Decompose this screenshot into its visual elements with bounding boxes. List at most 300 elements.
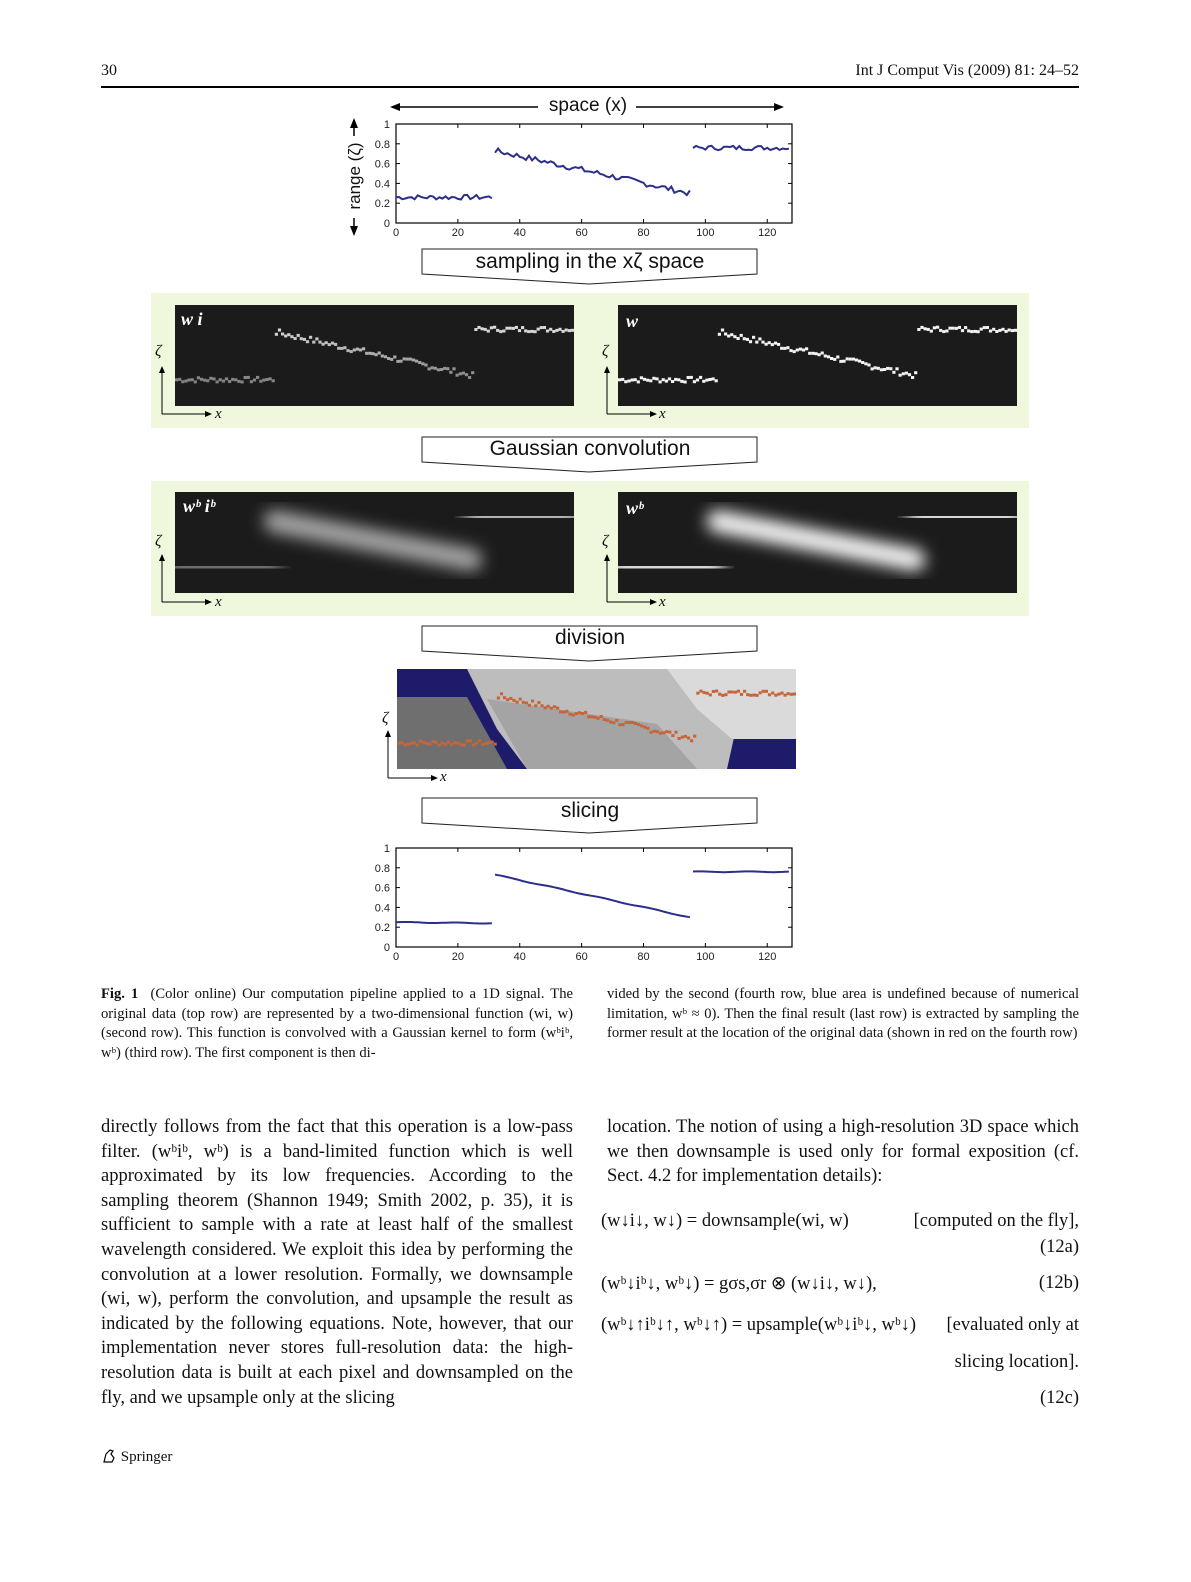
slice-sample-dot (731, 691, 734, 694)
slice-sample-dot (547, 705, 550, 708)
slice-sample-dot (668, 731, 671, 734)
slice-sample-dot (703, 691, 706, 694)
sample-dot (808, 352, 811, 355)
sample-dot (814, 352, 817, 355)
sample-dot (540, 326, 543, 329)
sample-dot (765, 343, 768, 346)
sample-dot (265, 378, 268, 381)
sample-dot (253, 379, 256, 382)
sample-dot (665, 380, 668, 383)
axes-arrows (602, 552, 662, 606)
equation-12a-number: (12a) (1039, 1237, 1079, 1257)
slice-sample-dot (466, 739, 469, 742)
sample-dot (939, 329, 942, 332)
sample-dot (555, 329, 558, 332)
sample-dot (977, 330, 980, 333)
x-tick-label: 40 (513, 951, 526, 963)
sample-dot (755, 341, 758, 344)
equation-12b-number: (12b) (1038, 1273, 1079, 1293)
sample-dot (693, 380, 696, 383)
slice-sample-dot (743, 690, 746, 693)
sample-dot (970, 330, 973, 333)
page-number: 30 (101, 62, 117, 79)
sample-dot (477, 326, 480, 329)
equation-12c: (wᵇ↓↑iᵇ↓↑, wᵇ↓↑) = upsample(wᵇ↓iᵇ↓, wᵇ↓) (601, 1315, 917, 1335)
sample-dot (674, 378, 677, 381)
x-tick-label: 120 (758, 227, 777, 239)
sample-dot (409, 358, 412, 361)
sample-dot (721, 329, 724, 332)
body-column-right (607, 1115, 1079, 1189)
sample-dot (452, 367, 455, 370)
slice-sample-dot (678, 737, 681, 740)
sample-dot (225, 377, 228, 380)
zeta-axis-label: ζ (602, 533, 609, 550)
slice-sample-dot (572, 714, 575, 717)
sample-dot (1011, 329, 1014, 332)
sample-dot (431, 366, 434, 369)
sample-dot (365, 352, 368, 355)
slice-sample-dot (749, 694, 752, 697)
sample-dot (241, 381, 244, 384)
sample-dot (777, 343, 780, 346)
slice-sample-dot (762, 690, 765, 693)
blurred-band (917, 517, 1014, 518)
slice-sample-dot (771, 692, 774, 695)
sample-dot (415, 360, 418, 363)
sample-dot (418, 361, 421, 364)
sample-dot (284, 335, 287, 338)
slice-sample-dot (481, 743, 484, 746)
y-tick-label: 0 (383, 218, 390, 230)
figure-caption-left (101, 985, 573, 1063)
sample-dot (852, 358, 855, 361)
slice-sample-dot (597, 717, 600, 720)
sample-dot (715, 379, 718, 382)
slice-sample-dot (484, 742, 487, 745)
slice-sample-dot (774, 694, 777, 697)
sample-dot (353, 349, 356, 352)
slice-sample-dot (662, 731, 665, 734)
slice-sample-dot (734, 691, 737, 694)
sample-dot (259, 380, 262, 383)
sample-dot (839, 360, 842, 363)
sample-dot (771, 343, 774, 346)
sample-dot (515, 326, 518, 329)
sample-dot (262, 379, 265, 382)
sample-dot (899, 374, 902, 377)
sample-dot (499, 330, 502, 333)
sample-dot (318, 341, 321, 344)
slice-sample-dot (628, 721, 631, 724)
slice-sample-dot (690, 739, 693, 742)
axes-arrows (602, 364, 662, 418)
sample-dot (381, 355, 384, 358)
sample-dot (334, 343, 337, 346)
slice-sample-dot (603, 718, 606, 721)
sample-dot (1014, 329, 1017, 332)
sample-dot (858, 360, 861, 363)
wb-label: wᵇ (626, 498, 644, 518)
sample-dot (393, 356, 396, 359)
sample-dot (530, 330, 533, 333)
sample-dot (864, 362, 867, 365)
sample-dot (549, 328, 552, 331)
sample-dot (237, 380, 240, 383)
sample-dot (1008, 329, 1011, 332)
sample-dot (786, 346, 789, 349)
slice-sample-dot (699, 690, 702, 693)
sample-dot (842, 360, 845, 363)
slice-sample-dot (646, 727, 649, 730)
slice-sample-dot (609, 721, 612, 724)
x-tick-label: 0 (392, 951, 400, 963)
x-axis-label: x (215, 406, 222, 422)
slice-sample-dot (509, 697, 512, 700)
slice-sample-dot (631, 721, 634, 724)
sample-dot (337, 347, 340, 350)
slice-sample-dot (712, 690, 715, 693)
sample-dot (571, 329, 574, 332)
sample-dot (471, 371, 474, 374)
slice-sample-dot (522, 701, 525, 704)
sample-dot (680, 380, 683, 383)
sample-dot (874, 366, 877, 369)
slice-sample-dot (581, 712, 584, 715)
sample-dot (989, 330, 992, 333)
slice-sample-dot (740, 693, 743, 696)
sample-dot (234, 378, 237, 381)
sample-dot (1001, 328, 1004, 331)
sample-dot (880, 368, 883, 371)
slice-sample-dot (724, 693, 727, 696)
sample-dot (250, 380, 253, 383)
sample-dot (465, 373, 468, 376)
sample-dot (821, 352, 824, 355)
sample-dot (905, 372, 908, 375)
w-image (618, 305, 1017, 406)
zeta-axis-label: ζ (602, 343, 609, 360)
sample-dot (312, 341, 315, 344)
slice-sample-dot (525, 702, 528, 705)
slice-sample-dot (777, 693, 780, 696)
slice-sample-dot (568, 713, 571, 716)
sample-dot (998, 329, 1001, 332)
sample-dot (705, 379, 708, 382)
sample-dot (512, 327, 515, 330)
sample-dot (749, 340, 752, 343)
sample-dot (403, 357, 406, 360)
wi-image (175, 305, 574, 406)
zeta-axis-label: ζ (382, 710, 389, 727)
wb-image (618, 492, 1017, 593)
sample-dot (412, 359, 415, 362)
sample-dot (818, 353, 821, 356)
sample-dot (684, 381, 687, 384)
slice-sample-dot (665, 730, 668, 733)
sample-dot (746, 338, 749, 341)
sample-dot (737, 337, 740, 340)
slice-sample-dot (553, 705, 556, 708)
sample-dot (908, 373, 911, 376)
sample-dot (459, 372, 462, 375)
y-tick-label: 0.2 (374, 198, 390, 211)
sample-dot (378, 352, 381, 355)
sample-dot (565, 329, 568, 332)
slice-sample-dot (575, 712, 578, 715)
slice-sample-dot (659, 732, 662, 735)
slice-sample-dot (637, 723, 640, 726)
sample-dot (300, 337, 303, 340)
slice-sample-dot (793, 693, 796, 696)
caption-text-left: (Color online) Our computation pipeline applied to a 1D signal. The original data (top row) are represented by a two-dimensional function (wi, w) (second row). This function is convolved with a Gaussian kernel to form (wᵇiᵇ, wᵇ) (third row). The first component is then di- (101, 986, 573, 1061)
sample-dot (802, 349, 805, 352)
sample-dot (231, 378, 234, 381)
slice-sample-dot (475, 742, 478, 745)
sample-dot (568, 329, 571, 332)
top-row-chart (364, 112, 804, 244)
sample-dot (343, 346, 346, 349)
sample-dot (833, 358, 836, 361)
sample-dot (331, 342, 334, 345)
slice-sample-dot (756, 694, 759, 697)
slice-sample-dot (671, 734, 674, 737)
sample-dot (484, 328, 487, 331)
y-tick-label: 1 (383, 843, 390, 855)
sample-dot (799, 348, 802, 351)
slice-sample-dot (787, 692, 790, 695)
slice-sample-dot (516, 701, 519, 704)
figure-label: Fig. 1 (101, 986, 139, 1002)
sample-dot (883, 368, 886, 371)
slice-sample-dot (687, 737, 690, 740)
sample-dot (774, 342, 777, 345)
x-tick-label: 20 (451, 951, 464, 963)
sample-dot (740, 334, 743, 337)
sample-dot (446, 367, 449, 370)
sample-dot (368, 352, 371, 355)
sample-dot (468, 376, 471, 379)
slice-sample-dot (759, 691, 762, 694)
sample-dot (827, 355, 830, 358)
sample-dot (356, 348, 359, 351)
slice-sample-dot (494, 743, 497, 746)
y-tick-label: 1 (383, 119, 390, 131)
slice-sample-dot (463, 744, 466, 747)
slice-sample-dot (727, 691, 730, 694)
sample-dot (493, 326, 496, 329)
slice-sample-dot (593, 716, 596, 719)
sample-dot (718, 333, 721, 336)
sample-dot (924, 327, 927, 330)
x-axis-label: x (440, 769, 447, 785)
springer-horse-icon (101, 1448, 117, 1464)
sample-dot (537, 328, 540, 331)
sample-dot (247, 376, 250, 379)
slice-sample-dot (606, 719, 609, 722)
slice-sample-dot (534, 704, 537, 707)
blurred-band (474, 517, 571, 518)
axes-arrows (157, 364, 217, 418)
sample-dot (902, 372, 905, 375)
x-tick-label: 120 (758, 951, 777, 963)
w-label: w (626, 311, 639, 331)
axes-arrows (383, 728, 443, 782)
slice-sample-dot (674, 731, 677, 734)
sample-dot (727, 335, 730, 338)
sample-dot (708, 378, 711, 381)
sample-dot (502, 330, 505, 333)
publisher-name: Springer (120, 1449, 173, 1465)
x-tick-label: 40 (513, 227, 526, 239)
sample-dot (955, 327, 958, 330)
division-step-label: division (554, 626, 626, 649)
slice-sample-dot (556, 707, 559, 710)
sample-dot (325, 341, 328, 344)
sample-dot (421, 362, 424, 365)
sample-dot (437, 368, 440, 371)
slice-sample-dot (506, 698, 509, 701)
sample-dot (428, 367, 431, 370)
x-tick-label: 20 (451, 227, 464, 239)
slice-sample-dot (500, 692, 503, 695)
sample-dot (796, 349, 799, 352)
sample-dot (287, 333, 290, 336)
zeta-axis-label: ζ (155, 343, 162, 360)
sample-dot (543, 326, 546, 329)
slice-sample-dot (550, 707, 553, 710)
slice-sample-dot (656, 730, 659, 733)
slice-sample-dot (444, 743, 447, 746)
range-label: range (ζ) (345, 142, 364, 210)
sample-dot (281, 333, 284, 336)
journal-reference: Int J Comput Vis (2009) 81: 24–52 (855, 62, 1079, 79)
sample-dot (783, 347, 786, 350)
sample-dot (712, 377, 715, 380)
slice-sample-dot (590, 715, 593, 718)
sample-dot (228, 380, 231, 383)
sample-dot (387, 357, 390, 360)
last-row-chart (364, 836, 804, 968)
sample-dot (340, 347, 343, 350)
sample-dot (952, 327, 955, 330)
slice-sample-dot (696, 692, 699, 695)
sample-dot (889, 367, 892, 370)
sample-dot (272, 379, 275, 382)
slice-sample-dot (528, 704, 531, 707)
x-tick-label: 100 (696, 951, 715, 963)
sample-dot (546, 330, 549, 333)
slice-sample-dot (746, 693, 749, 696)
sample-dot (297, 334, 300, 337)
sample-dot (521, 326, 524, 329)
sample-dot (855, 359, 858, 362)
slice-sample-dot (559, 710, 562, 713)
slice-sample-dot (643, 726, 646, 729)
slice-sample-dot (540, 704, 543, 707)
sample-dot (958, 326, 961, 329)
sample-dot (927, 328, 930, 331)
equation-12c-number: (12c) (1039, 1388, 1079, 1408)
slice-sample-dot (718, 693, 721, 696)
zeta-axis-label: ζ (155, 533, 162, 550)
sample-dot (846, 357, 849, 360)
sample-dot (805, 347, 808, 350)
sample-dot (967, 329, 970, 332)
sample-dot (836, 356, 839, 359)
body-column-left (101, 1115, 573, 1410)
y-tick-label: 0.6 (374, 158, 390, 171)
sample-dot (359, 349, 362, 352)
y-tick-label: 0 (383, 942, 390, 954)
sample-dot (980, 328, 983, 331)
sample-dot (346, 349, 349, 352)
sample-dot (350, 350, 353, 353)
sample-dot (524, 329, 527, 332)
sample-dot (456, 374, 459, 377)
sample-dot (390, 358, 393, 361)
slice-sample-dot (491, 741, 494, 744)
sample-dot (558, 328, 561, 331)
x-tick-label: 60 (575, 951, 588, 963)
series-line (693, 871, 789, 872)
wbib-image (175, 492, 574, 593)
slice-sample-dot (584, 711, 587, 714)
sample-dot (490, 326, 493, 329)
slice-sample-dot (684, 735, 687, 738)
y-tick-label: 0.4 (374, 178, 390, 191)
sample-dot (895, 367, 898, 370)
sample-dot (509, 327, 512, 330)
slice-sample-dot (450, 743, 453, 746)
figure-caption-right (607, 985, 1079, 1044)
slice-sample-dot (537, 701, 540, 704)
slice-sample-dot (531, 700, 534, 703)
sample-dot (690, 376, 693, 379)
x-axis-label: x (659, 594, 666, 610)
sample-dot (534, 330, 537, 333)
slice-sample-dot (790, 693, 793, 696)
slice-sample-dot (752, 694, 755, 697)
sample-dot (399, 360, 402, 363)
body-paragraph-left: directly follows from the fact that this operation is a low-pass filter. (wᵇiᵇ, wᵇ) is a band-limited function which is well approximated by its low frequencies. According to the sampling theorem (Shannon 1949; Smith 2002, p. 35), it is sufficient to sample with a rate at least half of the smallest wavelength considered. We exploit this idea by performing the convolution at a lower resolution. Formally, we downsample (wi, w), perform the convolution, and upsample the result as indicated by the following equations. Note, however, that our implementation never stores full-resolution data: the high-resolution data is built at each pixel and downsampled on the fly, and we upsample only at the slicing (101, 1117, 573, 1408)
sample-dot (892, 371, 895, 374)
x-tick-label: 100 (696, 227, 715, 239)
slice-sample-dot (456, 742, 459, 745)
sample-dot (527, 330, 530, 333)
sample-dot (269, 377, 272, 380)
sample-dot (290, 335, 293, 338)
slice-sample-dot (565, 710, 568, 713)
equation-12a: (w↓i↓, w↓) = downsample(wi, w) (601, 1211, 849, 1231)
sample-dot (886, 367, 889, 370)
slice-sample-dot (706, 692, 709, 695)
sample-dot (789, 349, 792, 352)
slice-sample-dot (784, 694, 787, 697)
sample-dot (733, 335, 736, 338)
x-tick-label: 0 (392, 227, 400, 239)
slice-sample-dot (453, 741, 456, 744)
space-label: space (x) (548, 95, 628, 116)
sample-dot (743, 337, 746, 340)
slice-sample-dot (634, 722, 637, 725)
y-tick-label: 0.4 (374, 902, 390, 915)
slice-sample-dot (519, 698, 522, 701)
slice-sample-dot (618, 723, 621, 726)
sample-dot (449, 371, 452, 374)
slice-sample-dot (612, 721, 615, 724)
sample-dot (474, 328, 477, 331)
